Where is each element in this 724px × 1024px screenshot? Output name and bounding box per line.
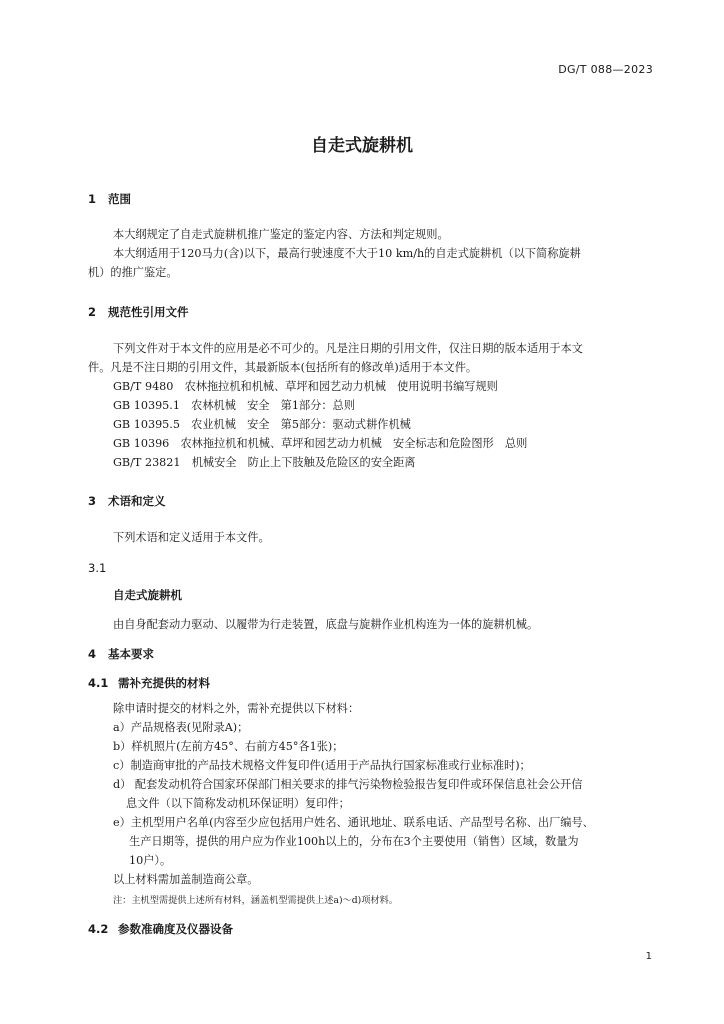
section-1-heading	[88, 191, 131, 207]
reference-item: GB/T 9480 农林拖拉机和机械、草坪和园艺动力机械 使用说明书编写规则	[113, 380, 498, 393]
material-item-e-line-2: 生产日期等，提供的用户应为作业100h以上的，分布在3个主要使用（销售）区域，数量为	[129, 835, 579, 848]
section-title: 规范性引用文件	[108, 305, 189, 319]
section-1-paragraph-1: 本大纲规定了自走式旋耕机推广鉴定的鉴定内容、方法和判定规则。	[113, 228, 449, 241]
material-item-e-line-1: e）主机型用户名单(内容至少应包括用户姓名、通讯地址、联系电话、产品型号名称、出厂编号、	[113, 816, 594, 829]
section-2-heading	[88, 304, 189, 320]
subsection-number: 4.2	[88, 922, 109, 936]
subsection-number: 4.1	[88, 676, 109, 690]
section-title: 基本要求	[108, 647, 154, 661]
subsection-title: 参数准确度及仪器设备	[118, 922, 233, 936]
subsection-3-1-number: 3.1	[88, 561, 107, 575]
section-number: 3	[88, 494, 97, 508]
reference-item: GB 10395.5 农业机械 安全 第5部分：驱动式耕作机械	[113, 418, 411, 431]
reference-item: GB 10396 农林拖拉机和机械、草坪和园艺动力机械 安全标志和危险图形 总则	[113, 437, 528, 450]
subsection-4-2-heading	[88, 921, 233, 937]
document-code: DG/T 088—2023	[558, 63, 653, 76]
section-number: 4	[88, 647, 97, 661]
subsection-title: 需补充提供的材料	[118, 676, 210, 690]
section-1-paragraph-2-line-1: 本大纲适用于120马力(含)以下，最高行驶速度不大于10 km/h的自走式旋耕机（以下简称旋耕	[113, 247, 581, 260]
section-2-paragraph-line-1: 下列文件对于本文件的应用是必不可少的。凡是注日期的引用文件，仅注日期的版本适用于本文	[113, 342, 583, 355]
seal-requirement: 以上材料需加盖制造商公章。	[113, 873, 259, 886]
section-number: 1	[88, 192, 97, 206]
term-name: 自走式旋耕机	[113, 588, 182, 602]
reference-item: GB/T 23821 机械安全 防止上下肢触及危险区的安全距离	[113, 456, 416, 469]
section-4-heading	[88, 646, 154, 662]
section-title: 术语和定义	[108, 494, 166, 508]
section-3-paragraph: 下列术语和定义适用于本文件。	[113, 531, 270, 544]
section-2-paragraph-line-2: 件。凡是不注日期的引用文件，其最新版本(包括所有的修改单)适用于本文件。	[88, 361, 478, 374]
page-number: 1	[645, 951, 652, 962]
section-1-paragraph-2-line-2: 机）的推广鉴定。	[88, 266, 178, 279]
material-item-e-line-3: 10户）。	[129, 854, 172, 867]
section-3-heading	[88, 493, 166, 509]
material-item-a: a）产品规格表(见附录A)；	[113, 721, 249, 734]
material-item-c: c）制造商审批的产品技术规格文件复印件(适用于产品执行国家标准或行业标准时)；	[113, 759, 531, 772]
section-title: 范围	[108, 192, 131, 206]
material-item-d-line-2: 息文件（以下简称发动机环保证明）复印件；	[126, 797, 350, 810]
material-item-d-line-1: d） 配套发动机符合国家环保部门相关要求的排气污染物检验报告复印件或环保信息社会公开信	[113, 778, 583, 791]
material-item-b: b）样机照片(左前方45°、右前方45°各1张)；	[113, 740, 344, 753]
document-title: 自走式旋耕机	[311, 136, 413, 156]
term-definition: 由自身配套动力驱动、以履带为行走装置，底盘与旋耕作业机构连为一体的旋耕机械。	[113, 618, 539, 631]
materials-intro: 除申请时提交的材料之外，需补充提供以下材料：	[113, 702, 360, 715]
reference-item: GB 10395.1 农林机械 安全 第1部分：总则	[113, 399, 355, 412]
section-number: 2	[88, 305, 97, 319]
note: 注：主机型需提供上述所有材料，涵盖机型需提供上述a)～d)项材料。	[113, 895, 398, 906]
subsection-4-1-heading	[88, 675, 210, 691]
